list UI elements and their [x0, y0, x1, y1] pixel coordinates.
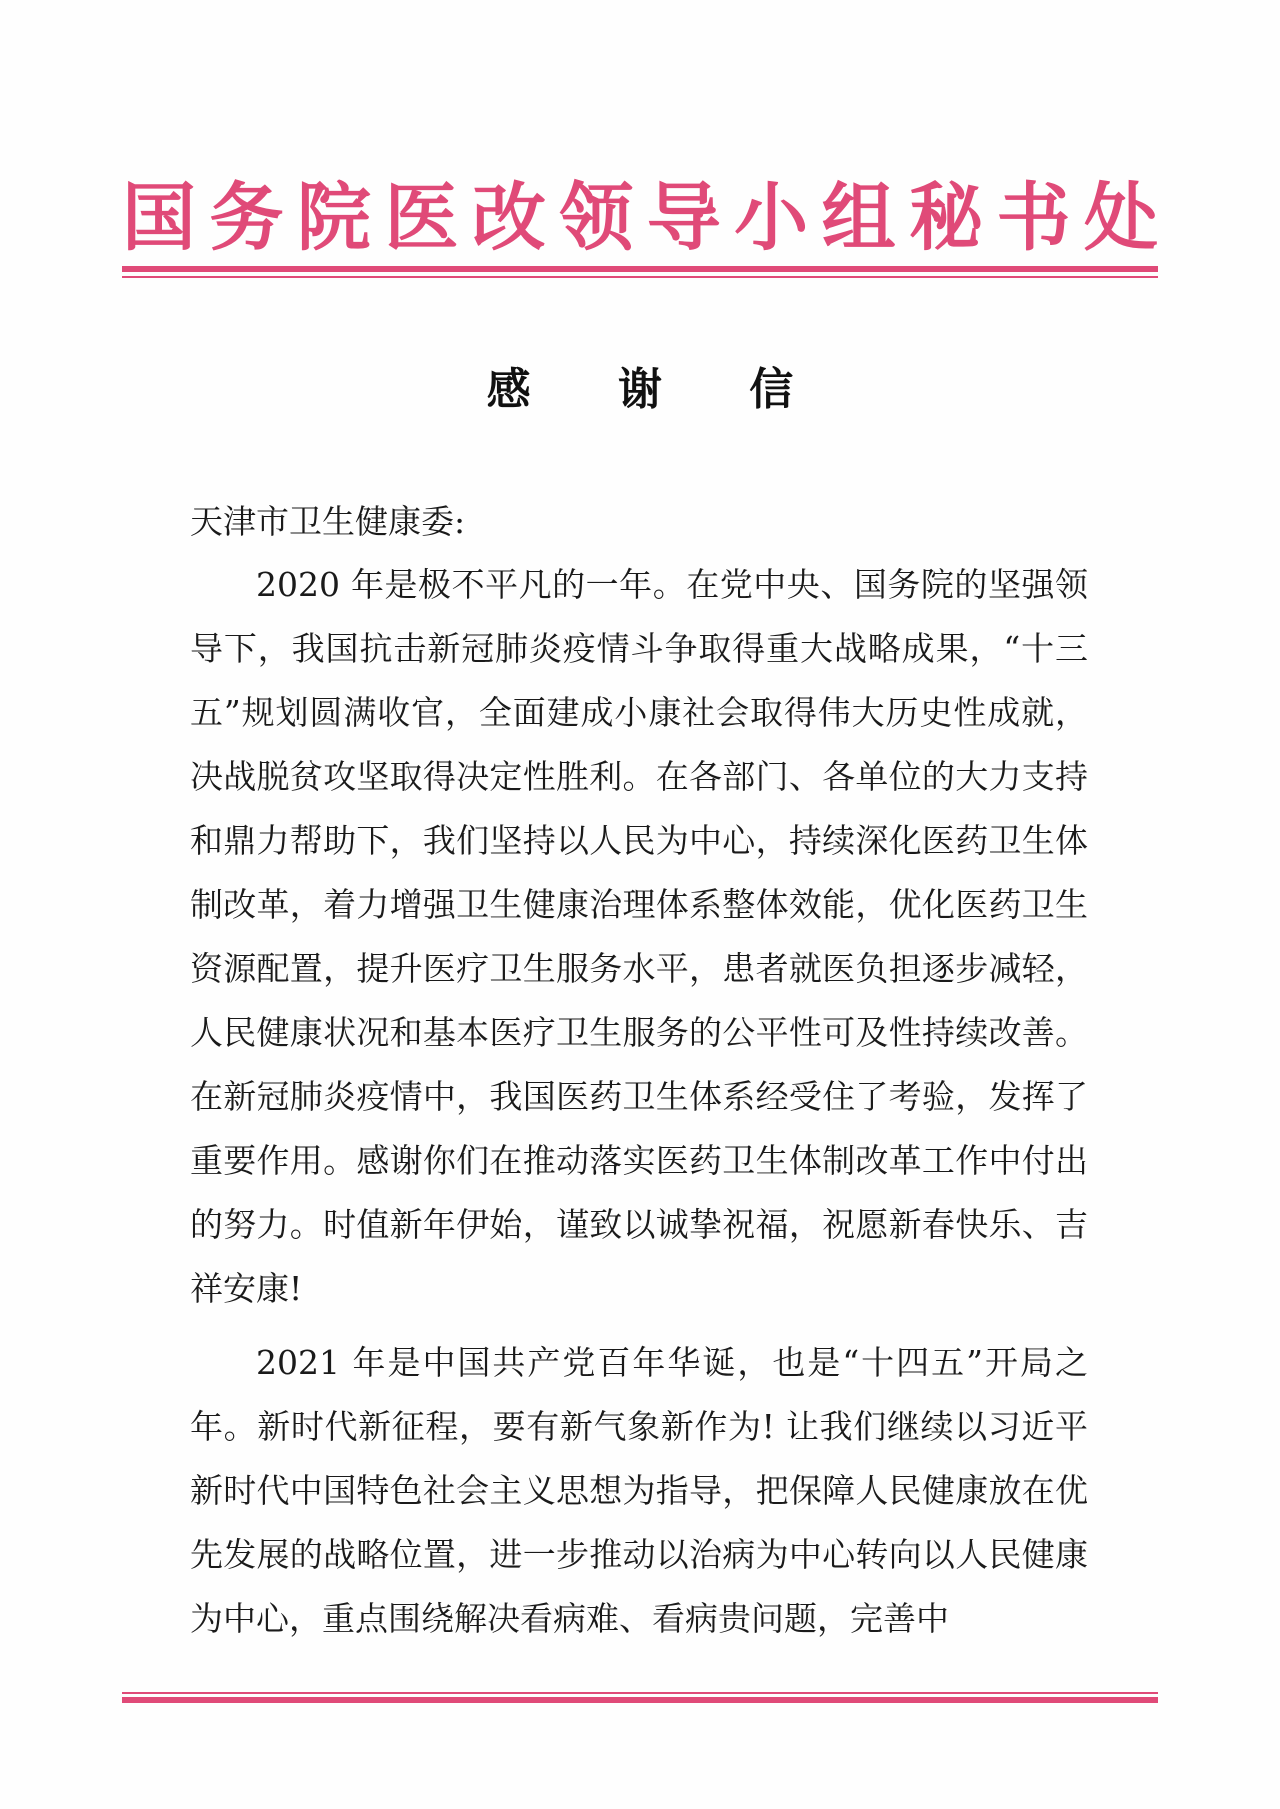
letterhead-char: 院 — [296, 175, 371, 261]
letterhead-char: 改 — [471, 175, 546, 261]
letterhead-title — [122, 168, 1158, 268]
letterhead-char: 书 — [996, 175, 1071, 261]
body-paragraph: 2020 年是极不平凡的一年。在党中央、国务院的坚强领导下，我国抗击新冠肺炎疫情斗争取得重大战略成果，“十三五”规划圆满收官，全面建成小康社会取得伟大历史性成就，决战脱贫攻坚取得决定性胜利。在各部门、各单位的大力支持和鼎力帮助下，我们坚持以人民为中心，持续深化医药卫生体制改革，着力增强卫生健康治理体系整体效能，优化医药卫生资源配置，提升医疗卫生服务水平，患者就医负担逐步减轻，人民健康状况和基本医疗卫生服务的公平性可及性持续改善。在新冠肺炎疫情中，我国医药卫生体系经受住了考验，发挥了重要作用。感谢你们在推动落实医药卫生体制改革工作中付出的努力。时值新年伊始，谨致以诚挚祝福，祝愿新春快乐、吉祥安康! — [190, 565, 1088, 1308]
letterhead-char: 处 — [1083, 175, 1158, 261]
letterhead-char: 医 — [384, 175, 459, 261]
letterhead-rule-thin — [122, 276, 1158, 278]
salutation: 天津市卫生健康委: — [190, 502, 466, 541]
letterhead-char: 领 — [559, 175, 634, 261]
footer-rule-thin — [122, 1692, 1158, 1694]
letterhead-char: 小 — [734, 175, 809, 261]
footer-rule-thick — [122, 1697, 1158, 1703]
letterhead-char: 务 — [209, 175, 284, 261]
letterhead-char: 导 — [646, 175, 721, 261]
letterhead-rule-thick — [122, 266, 1158, 272]
letterhead-char: 组 — [821, 175, 896, 261]
letterhead-char: 秘 — [909, 175, 984, 261]
document-title-text: 感 谢 信 — [486, 364, 830, 415]
body-paragraph: 2021 年是中国共产党百年华诞，也是“十四五”开局之年。新时代新征程，要有新气象新作为! 让我们继续以习近平新时代中国特色社会主义思想为指导，把保障人民健康放在优先发展的战略位置，进一步推动以治病为中心转向以人民健康为中心，重点围绕解决看病难、看病贵问题，完善中 — [190, 1343, 1088, 1638]
letterhead-char: 国 — [122, 175, 196, 261]
document-title — [0, 360, 1280, 420]
